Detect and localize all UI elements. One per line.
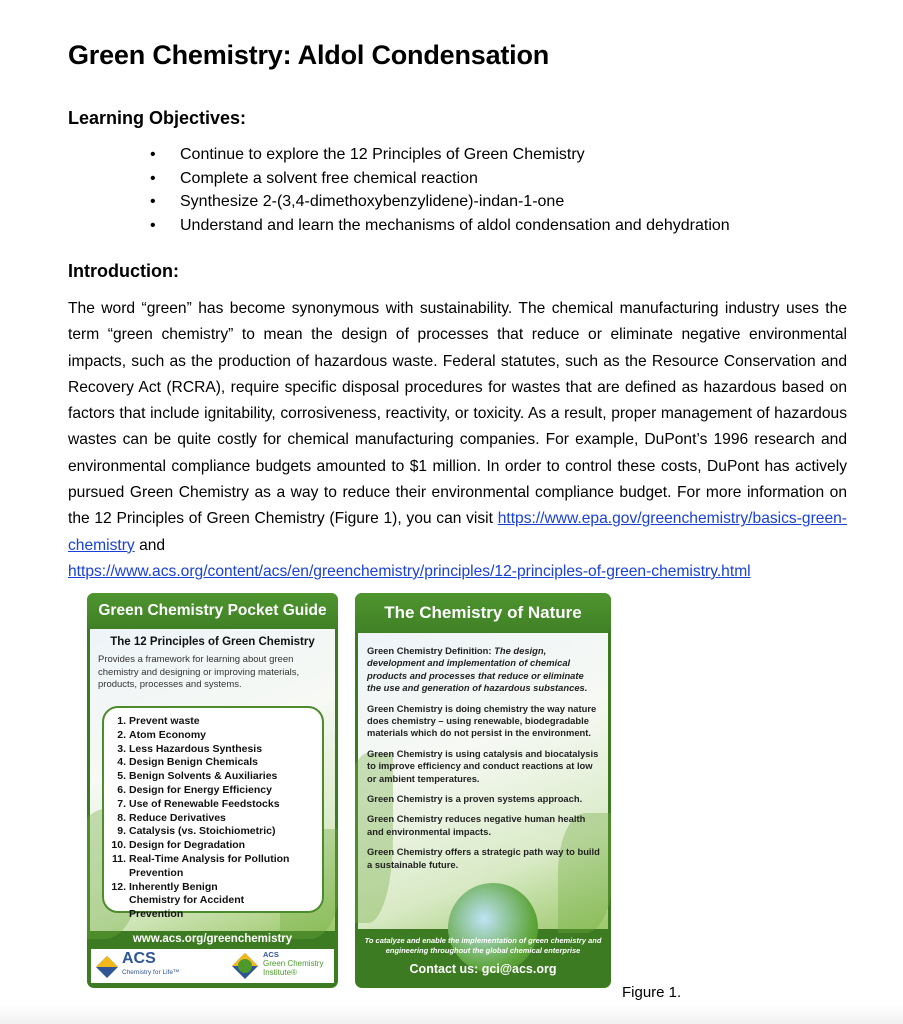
pocket-guide-header: Green Chemistry Pocket Guide [87,593,338,629]
chemistry-of-nature-card [355,593,611,988]
gci-logo [231,951,331,981]
nature-point: Green Chemistry offers a strategic path way to build a sustainable future. [367,846,600,870]
gci-logo-line2: Green Chemistry [263,959,324,968]
principle-item: 10. Design for Degradation [111,839,246,852]
epa-link[interactable]: https://www.epa.gov/greenchemistry/basics-green-chemistry [68,510,847,554]
principle-item: 11. Real-Time Analysis for Pollution Prevention [111,852,290,879]
principle-item: 7. Use of Renewable Feedstocks [117,797,280,810]
pocket-guide-body [90,629,335,931]
introduction-paragraph [68,296,847,585]
learning-objectives-list [150,143,730,237]
gci-logo-line3: Institute® [263,968,297,977]
principle-item: 8. Reduce Derivatives [117,811,226,824]
acs-diamond-icon [95,954,119,980]
nature-point: Green Chemistry is a proven systems approach. [367,793,583,805]
principle-item: 3. Less Hazardous Synthesis [117,742,263,755]
figure-caption: Figure 1. [622,984,682,1001]
principle-item: 9. Catalysis (vs. Stoichiometric) [117,825,276,838]
acs-logo [95,952,195,980]
definition-paragraph: Green Chemistry Definition: The design, development and implementation of chemical products and processes that reduce or eliminate the use and generation of hazardous substances. [367,645,588,694]
pocket-guide-card [87,593,338,988]
principles-subheading: The 12 Principles of Green Chemistry [110,636,315,648]
objective-item: • Synthesize 2-(3,4-dimethoxybenzylidene)-indan-1-one [150,190,730,214]
pocket-guide-description: Provides a framework for learning about green chemistry and designing or improving materials, products, processes and systems. [98,654,300,690]
introduction-text: The word “green” has become synonymous with sustainability. The chemical manufacturing industry uses the term “green chemistry” to mean the design of processes that reduce or eliminate negative environmental impacts, such as the production of hazardous waste. Federal statutes, such as the Resource Conservation and Recovery Act (RCRA), require specific disposal procedures for wastes that are defined as hazardous based on factors that include ignitability, corrosiveness, reactivity, or toxicity. As a result, proper management of hazardous wastes can be quite costly for chemical manufacturing companies. For example, DuPont’s 1996 research and environmental compliance budgets amounted to $1 million. In order to control these costs, DuPont has actively pursued Green Chemistry as a way to reduce their environmental compliance budget. For more information on the 12 Principles of Green Chemistry (Figure 1), you can visit [68,300,847,528]
principles-box [102,706,324,921]
globe-decoration [448,883,538,973]
document-title: Green Chemistry: Aldol Condensation [68,40,550,70]
connector-text: and [139,536,166,554]
nature-point: Green Chemistry is doing chemistry the way nature does chemistry – using renewable, biodegradable materials which do not persist in the environment. [367,702,597,739]
logos-strip [91,949,334,983]
gci-logo-line1: ACS [263,950,279,959]
acs-url-label: www.acs.org/greenchemistry [132,933,293,945]
acs-logo-name: ACS [122,950,156,967]
objective-item: • Continue to explore the 12 Principles of Green Chemistry [150,143,730,167]
nature-point: Green Chemistry reduces negative human health and environmental impacts. [367,813,586,837]
chemistry-of-nature-body [358,633,608,929]
principle-item: 5. Benign Solvents & Auxiliaries [117,770,278,783]
chemistry-of-nature-header: The Chemistry of Nature [355,593,611,633]
gci-globe-icon [231,952,259,980]
principles-list [104,708,322,922]
mission-statement: To catalyze and enable the implementation of green chemistry and engineering throughout the global chemical enterprise [364,936,602,955]
acs-link[interactable]: https://www.acs.org/content/acs/en/greenchemistry/principles/12-principles-of-green-chemistry.html [68,562,751,580]
principle-item: 4. Design Benign Chemicals [117,756,258,769]
objective-item: • Complete a solvent free chemical reaction [150,167,730,191]
learning-objectives-heading: Learning Objectives: [68,108,247,128]
contact-line: Contact us: gci@acs.org [409,962,557,976]
page-bottom-edge [0,1004,903,1024]
objective-item: • Understand and learn the mechanisms of aldol condensation and dehydration [150,214,730,238]
principle-item: 12. Inherently Benign Chemistry for Accident Prevention [111,880,245,921]
principle-item: 6. Design for Energy Efficiency [117,783,272,796]
nature-point: Green Chemistry is using catalysis and biocatalysis to improve efficiency and conduct reactions at low or ambient temperatures. [367,747,599,784]
acs-logo-tagline: Chemistry for Life™ [122,969,180,976]
introduction-heading: Introduction: [68,261,179,281]
principle-item: 1. Prevent waste [117,715,200,727]
principle-item: 2. Atom Economy [117,728,207,741]
